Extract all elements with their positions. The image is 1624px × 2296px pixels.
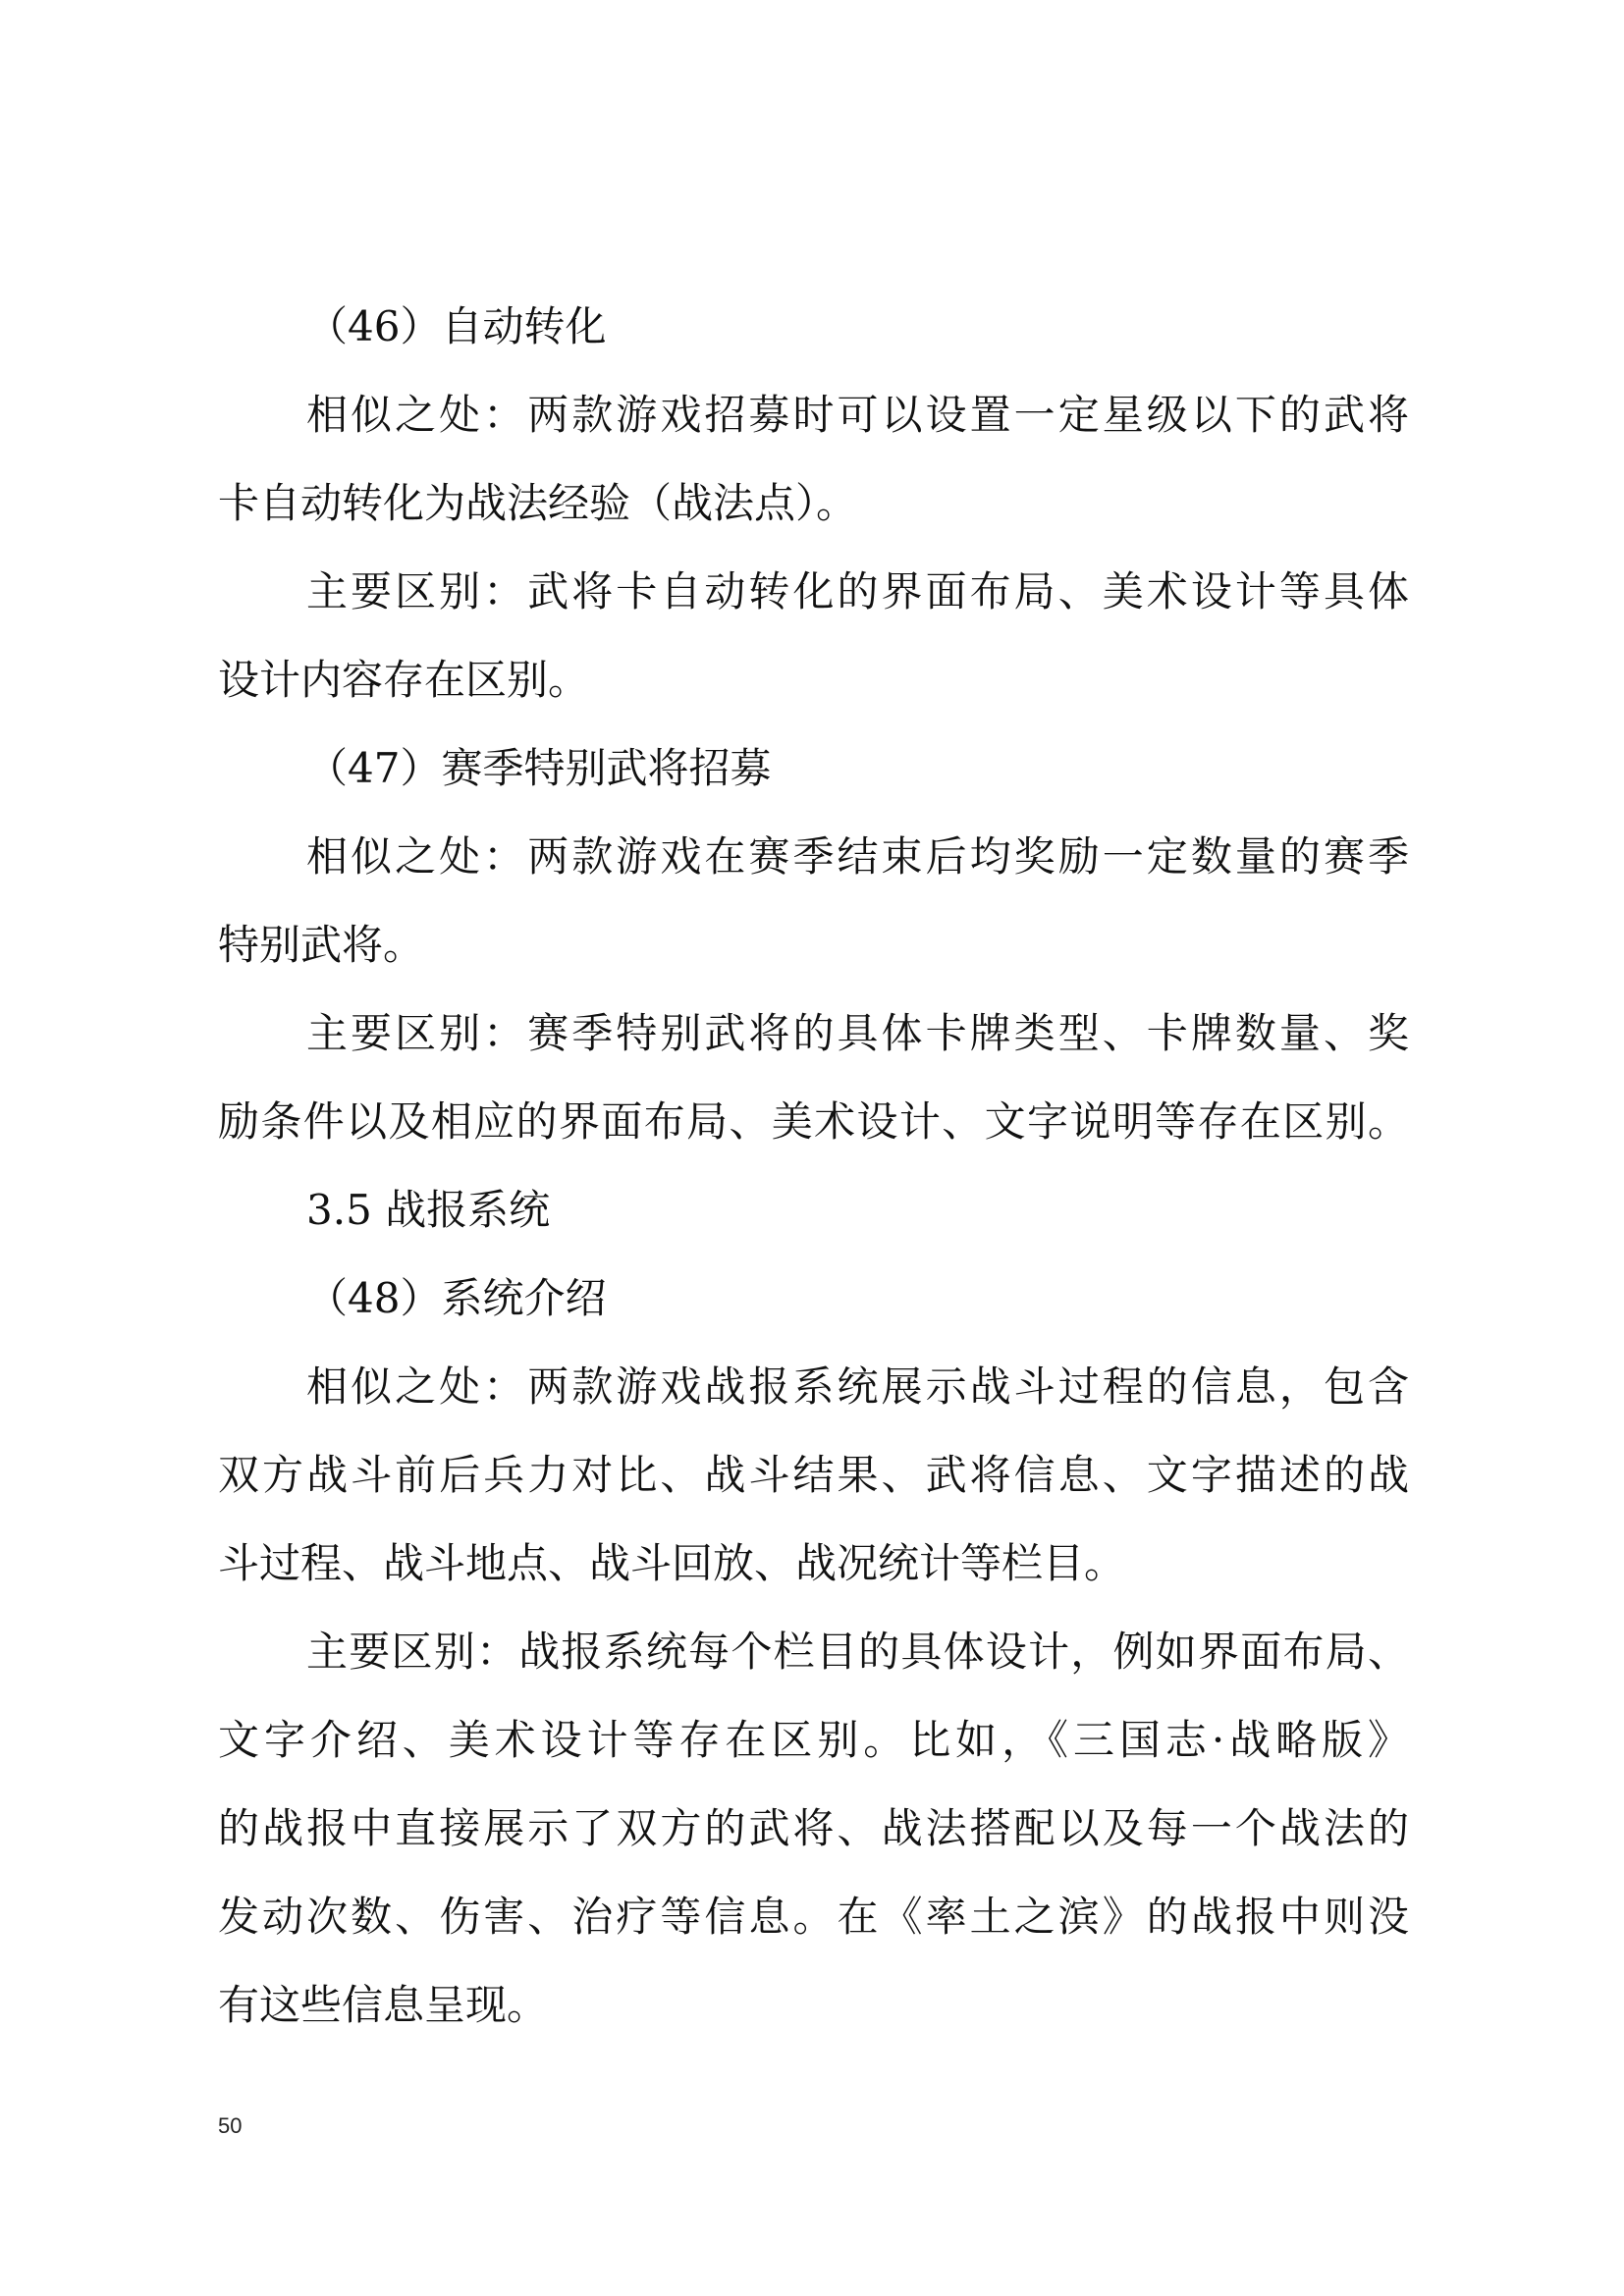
paragraph-47-similarity-line-2: 特别武将。 xyxy=(218,921,425,969)
section-heading-3-5: 3.5 战报系统 xyxy=(306,1186,551,1234)
paragraph-48-similarity-line-2: 双方战斗前后兵力对比、战斗结果、武将信息、文字描述的战 xyxy=(218,1451,1409,1499)
paragraph-47-difference-line-2: 励条件以及相应的界面布局、美术设计、文字说明等存在区别。 xyxy=(218,1097,1409,1146)
paragraph-48-difference-line-5: 有这些信息呈现。 xyxy=(218,1981,549,2029)
heading-46: （46）自动转化 xyxy=(306,302,607,350)
paragraph-46-similarity-line-1: 相似之处：两款游戏招募时可以设置一定星级以下的武将 xyxy=(306,391,1409,439)
paragraph-46-difference-line-1: 主要区别：武将卡自动转化的界面布局、美术设计等具体 xyxy=(306,567,1409,615)
paragraph-46-similarity-line-2: 卡自动转化为战法经验（战法点）。 xyxy=(218,479,858,527)
paragraph-48-difference-line-1: 主要区别：战报系统每个栏目的具体设计，例如界面布局、 xyxy=(306,1628,1409,1676)
paragraph-48-difference-line-3: 的战报中直接展示了双方的武将、战法搭配以及每一个战法的 xyxy=(218,1804,1409,1852)
heading-48: （48）系统介绍 xyxy=(306,1274,607,1322)
paragraph-48-difference-line-2: 文字介绍、美术设计等存在区别。比如，《三国志·战略版》 xyxy=(218,1716,1409,1764)
paragraph-47-difference-line-1: 主要区别：赛季特别武将的具体卡牌类型、卡牌数量、奖 xyxy=(306,1009,1409,1057)
paragraph-47-similarity-line-1: 相似之处：两款游戏在赛季结束后均奖励一定数量的赛季 xyxy=(306,832,1409,881)
page-number: 50 xyxy=(218,2113,243,2138)
paragraph-48-similarity-line-1: 相似之处：两款游戏战报系统展示战斗过程的信息，包含 xyxy=(306,1362,1409,1411)
paragraph-46-difference-line-2: 设计内容存在区别。 xyxy=(218,656,590,704)
paragraph-48-difference-line-4: 发动次数、伤害、治疗等信息。在《率土之滨》的战报中则没 xyxy=(218,1893,1409,1941)
paragraph-48-similarity-line-3: 斗过程、战斗地点、战斗回放、战况统计等栏目。 xyxy=(218,1539,1126,1587)
heading-47: （47）赛季特别武将招募 xyxy=(306,744,772,792)
